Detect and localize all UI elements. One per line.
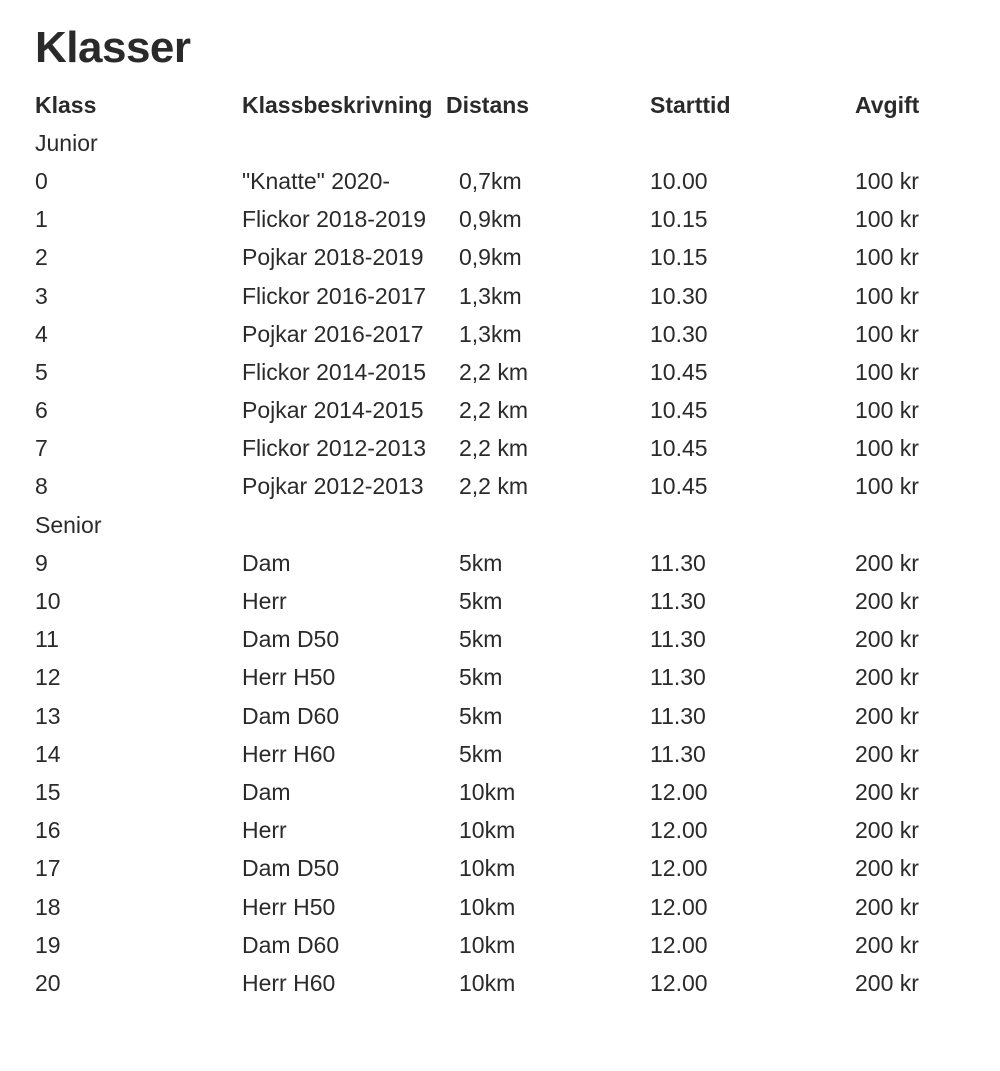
header-start-time: Starttid [650, 91, 731, 118]
start-time-cell: 11.30 [650, 588, 706, 615]
description-cell: Flickor 2016-2017 [242, 282, 427, 309]
fee-cell: 200 kr [855, 626, 919, 653]
fee-cell: 100 kr [855, 167, 919, 194]
fee-cell: 100 kr [855, 473, 919, 500]
klass-cell: 1 [35, 206, 48, 233]
description-cell: Herr [242, 588, 287, 615]
header-distance: Distans [446, 91, 530, 118]
klass-cell: 11 [35, 626, 59, 653]
distance-cell: 0,7km [459, 167, 522, 194]
fee-cell: 200 kr [855, 893, 919, 920]
description-cell: Herr H60 [242, 740, 336, 767]
table-row [35, 544, 975, 582]
table-body [35, 124, 975, 1002]
description-cell: Flickor 2018-2019 [242, 206, 427, 233]
group-row-junior [35, 124, 975, 162]
table-row [35, 888, 975, 926]
description-cell: Pojkar 2016-2017 [242, 320, 424, 347]
klass-cell: 10 [35, 588, 61, 615]
fee-cell: 200 kr [855, 817, 919, 844]
start-time-cell: 10.15 [650, 206, 708, 233]
class-table [35, 86, 975, 1003]
table-row [35, 468, 975, 506]
fee-cell: 100 kr [855, 244, 919, 271]
description-cell: Dam D60 [242, 702, 340, 729]
fee-cell: 200 kr [855, 969, 919, 996]
distance-cell: 5km [459, 702, 503, 729]
fee-cell: 100 kr [855, 206, 919, 233]
fee-cell: 200 kr [855, 931, 919, 958]
distance-cell: 2,2 km [459, 358, 529, 385]
klass-cell: 0 [35, 167, 48, 194]
klass-cell: 20 [35, 969, 61, 996]
table-row [35, 812, 975, 850]
table-row [35, 964, 975, 1002]
table-row [35, 735, 975, 773]
distance-cell: 10km [459, 817, 516, 844]
start-time-cell: 10.45 [650, 358, 708, 385]
distance-cell: 2,2 km [459, 397, 529, 424]
description-cell: Dam D60 [242, 931, 340, 958]
distance-cell: 10km [459, 855, 516, 882]
distance-cell: 5km [459, 626, 503, 653]
description-cell: Dam D50 [242, 626, 340, 653]
table-row [35, 239, 975, 277]
distance-cell: 10km [459, 969, 516, 996]
distance-cell: 2,2 km [459, 435, 529, 462]
start-time-cell: 11.30 [650, 702, 706, 729]
fee-cell: 200 kr [855, 855, 919, 882]
klass-cell: 6 [35, 397, 48, 424]
start-time-cell: 10.45 [650, 473, 708, 500]
fee-cell: 200 kr [855, 740, 919, 767]
description-cell: Herr H60 [242, 969, 336, 996]
distance-cell: 5km [459, 740, 503, 767]
table-row [35, 697, 975, 735]
start-time-cell: 12.00 [650, 778, 708, 805]
distance-cell: 1,3km [459, 282, 522, 309]
fee-cell: 100 kr [855, 320, 919, 347]
fee-cell: 200 kr [855, 702, 919, 729]
fee-cell: 100 kr [855, 358, 919, 385]
description-cell: Herr [242, 817, 287, 844]
start-time-cell: 12.00 [650, 931, 708, 958]
distance-cell: 5km [459, 549, 503, 576]
distance-cell: 10km [459, 931, 516, 958]
fee-cell: 200 kr [855, 549, 919, 576]
group-row-senior [35, 506, 975, 544]
header-row [35, 86, 975, 124]
distance-cell: 5km [459, 588, 503, 615]
distance-cell: 5km [459, 664, 503, 691]
description-cell: Flickor 2012-2013 [242, 435, 427, 462]
description-cell: Herr H50 [242, 893, 336, 920]
description-cell: Dam D50 [242, 855, 340, 882]
start-time-cell: 10.45 [650, 397, 708, 424]
start-time-cell: 12.00 [650, 817, 708, 844]
fee-cell: 100 kr [855, 282, 919, 309]
description-cell: Pojkar 2012-2013 [242, 473, 424, 500]
header-description: Klassbeskrivning [242, 91, 433, 118]
table-row [35, 277, 975, 315]
table-row [35, 315, 975, 353]
klass-cell: 2 [35, 244, 48, 271]
table-row [35, 773, 975, 811]
distance-cell: 10km [459, 893, 516, 920]
description-cell: Herr H50 [242, 664, 336, 691]
start-time-cell: 11.30 [650, 664, 706, 691]
klass-cell: 12 [35, 664, 61, 691]
start-time-cell: 11.30 [650, 626, 706, 653]
klass-cell: 15 [35, 778, 61, 805]
description-cell: Dam [242, 778, 291, 805]
start-time-cell: 11.30 [650, 740, 706, 767]
klass-cell: 3 [35, 282, 48, 309]
klass-cell: 9 [35, 549, 48, 576]
table-row [35, 582, 975, 620]
fee-cell: 200 kr [855, 778, 919, 805]
klass-cell: 18 [35, 893, 61, 920]
group-label: Senior [35, 511, 102, 538]
group-label: Junior [35, 129, 98, 156]
fee-cell: 100 kr [855, 435, 919, 462]
description-cell: Pojkar 2014-2015 [242, 397, 424, 424]
klass-cell: 17 [35, 855, 61, 882]
start-time-cell: 12.00 [650, 855, 708, 882]
klass-cell: 19 [35, 931, 61, 958]
table-row [35, 926, 975, 964]
page-title: Klasser [35, 23, 191, 72]
fee-cell: 200 kr [855, 664, 919, 691]
table-row [35, 162, 975, 200]
description-cell: Dam [242, 549, 291, 576]
distance-cell: 0,9km [459, 244, 522, 271]
table-header [35, 86, 975, 124]
table-row [35, 392, 975, 430]
distance-cell: 2,2 km [459, 473, 529, 500]
start-time-cell: 10.00 [650, 167, 708, 194]
start-time-cell: 11.30 [650, 549, 706, 576]
klass-cell: 16 [35, 817, 61, 844]
start-time-cell: 12.00 [650, 969, 708, 996]
start-time-cell: 10.15 [650, 244, 708, 271]
table-row [35, 201, 975, 239]
klass-cell: 8 [35, 473, 48, 500]
klass-cell: 14 [35, 740, 61, 767]
distance-cell: 10km [459, 778, 516, 805]
distance-cell: 0,9km [459, 206, 522, 233]
start-time-cell: 12.00 [650, 893, 708, 920]
klass-cell: 13 [35, 702, 61, 729]
start-time-cell: 10.30 [650, 282, 708, 309]
fee-cell: 100 kr [855, 397, 919, 424]
description-cell: Flickor 2014-2015 [242, 358, 427, 385]
start-time-cell: 10.30 [650, 320, 708, 347]
table-row [35, 430, 975, 468]
klass-cell: 7 [35, 435, 48, 462]
description-cell: Pojkar 2018-2019 [242, 244, 424, 271]
table-row [35, 621, 975, 659]
start-time-cell: 10.45 [650, 435, 708, 462]
description-cell: "Knatte" 2020- [242, 167, 391, 194]
table-row [35, 850, 975, 888]
klass-cell: 4 [35, 320, 48, 347]
table-row [35, 353, 975, 391]
header-klass: Klass [35, 91, 97, 118]
table-row [35, 659, 975, 697]
klass-cell: 5 [35, 358, 48, 385]
fee-cell: 200 kr [855, 588, 919, 615]
distance-cell: 1,3km [459, 320, 522, 347]
header-fee: Avgift [855, 91, 920, 118]
